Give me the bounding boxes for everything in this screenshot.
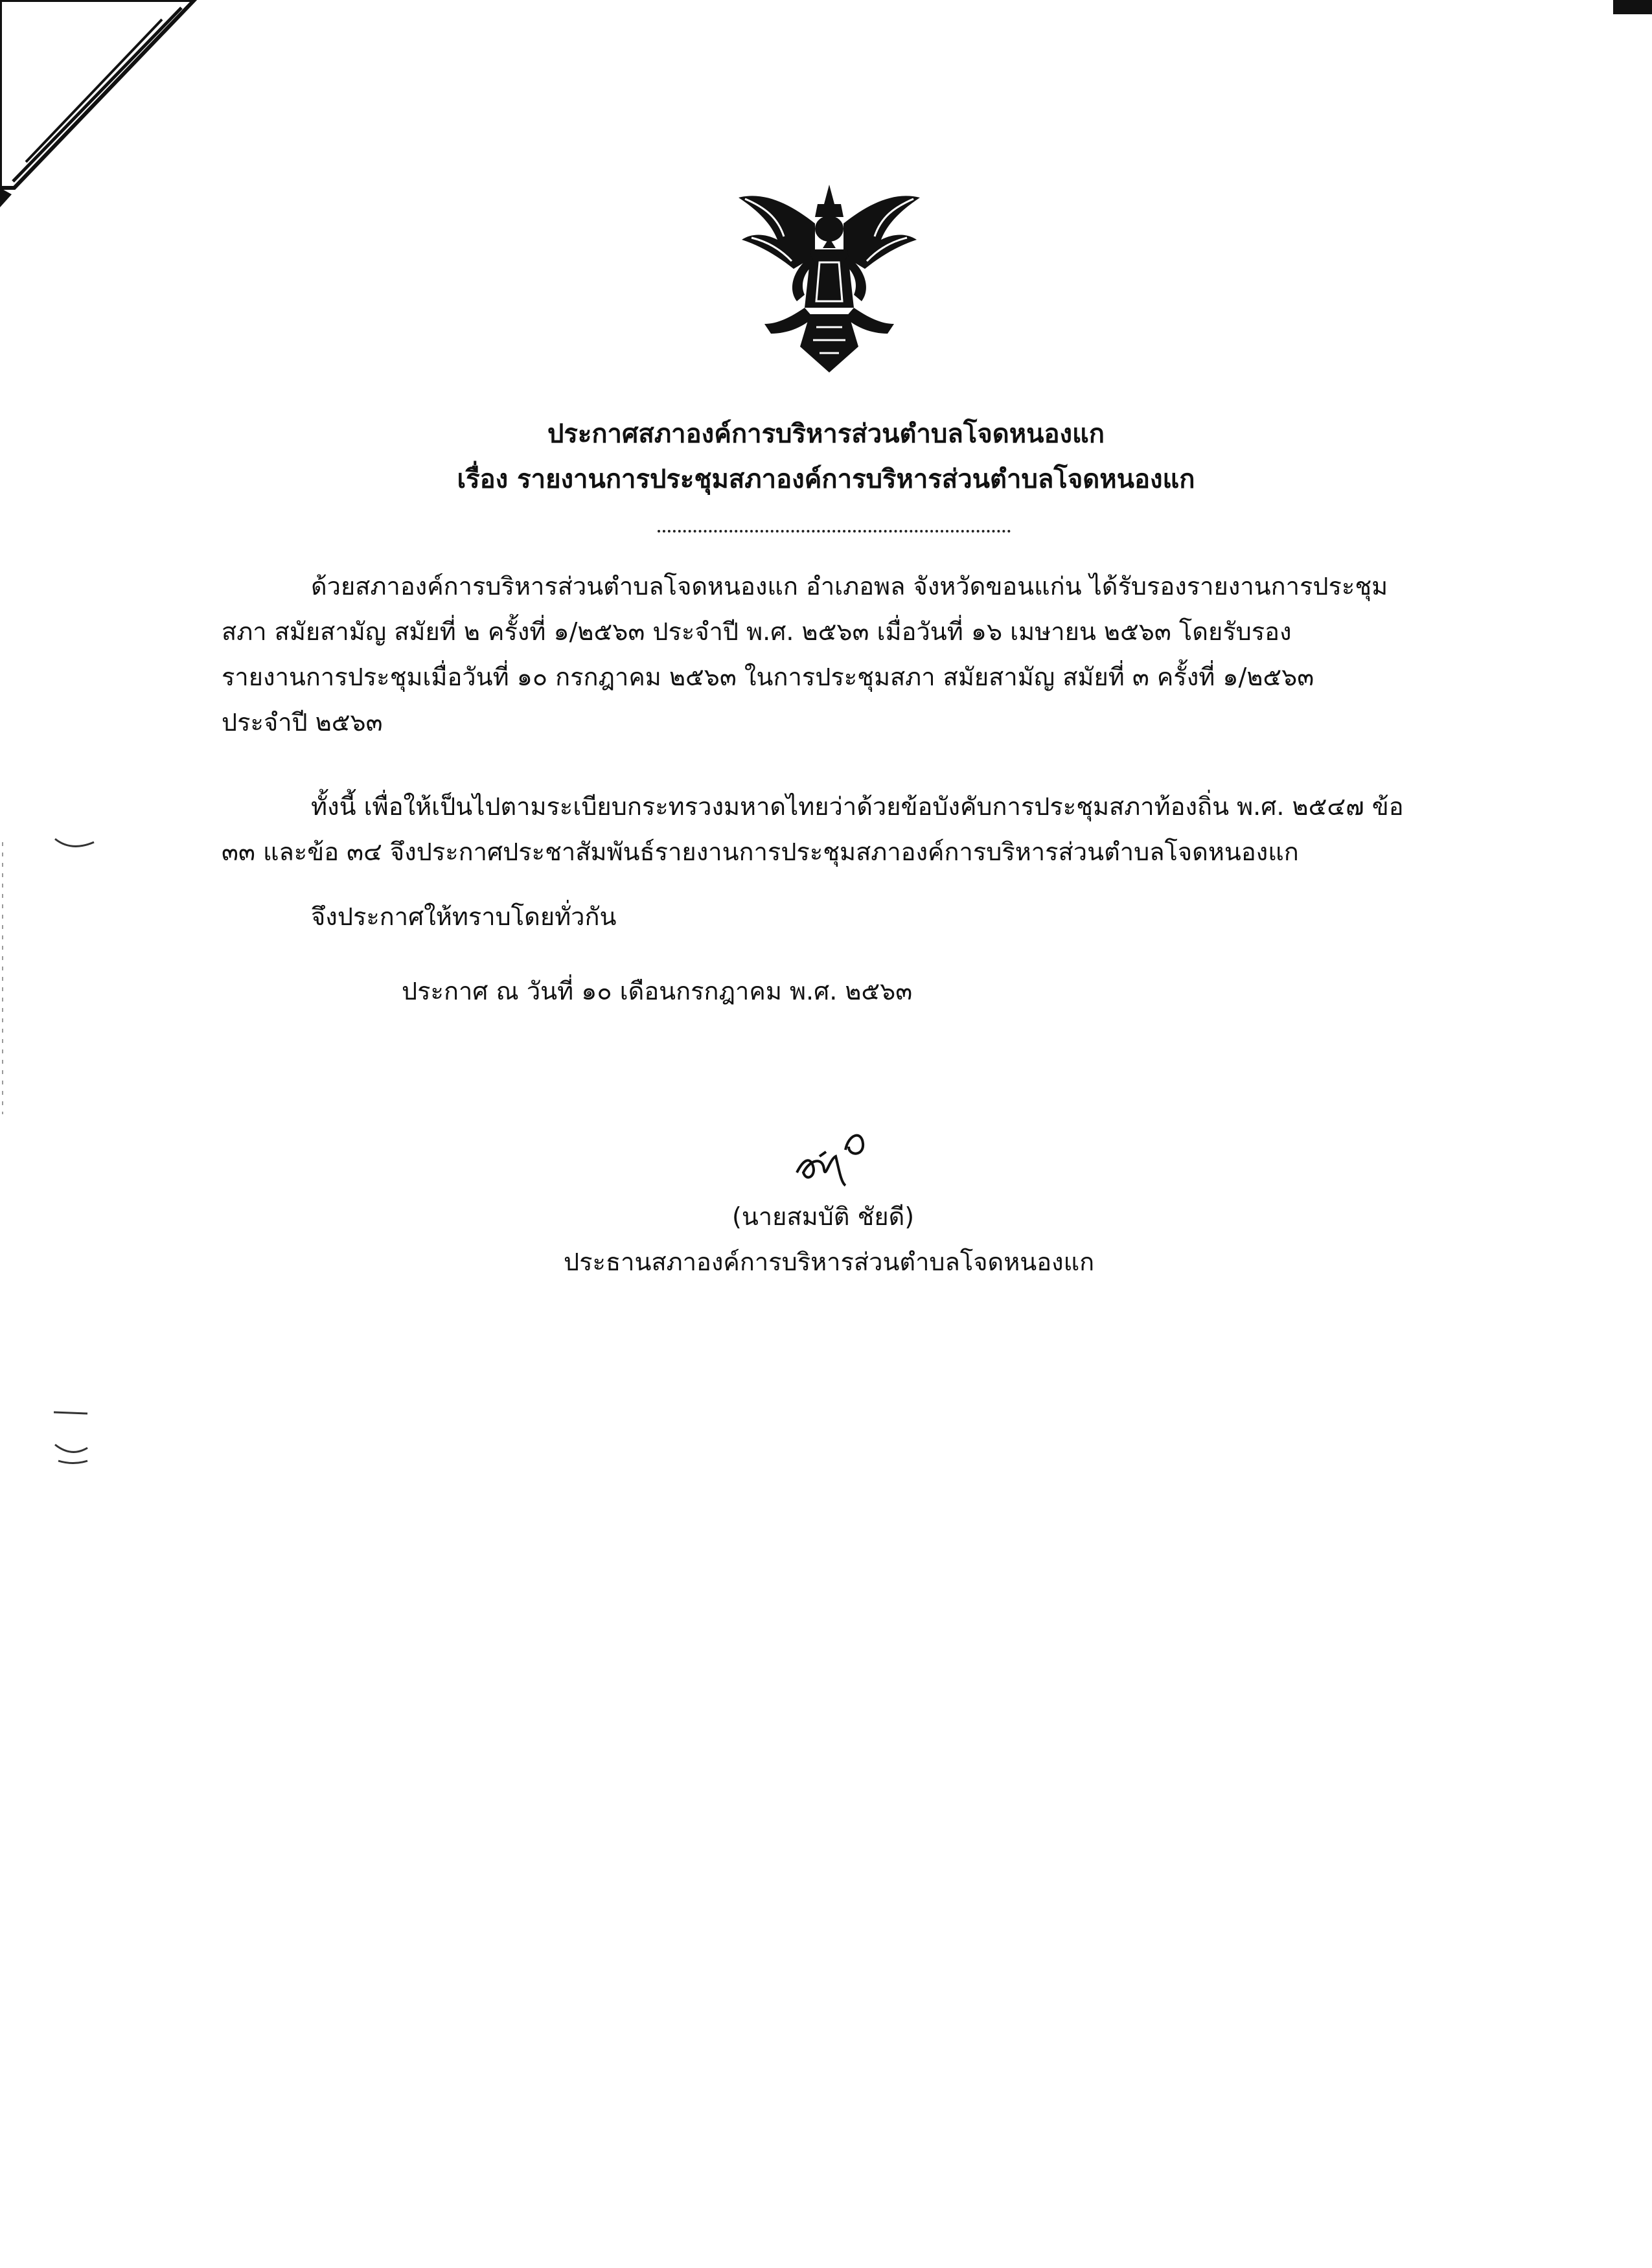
scan-edge-noise [0, 842, 8, 1114]
paragraph-line: ด้วยสภาองค์การบริหารส่วนตำบลโจดหนองแก อำเภอพล จังหวัดขอนแก่น ได้รับรองรายงานการประชุม [311, 572, 1388, 601]
announcement-subject: เรื่อง รายงานการประชุมสภาองค์การบริหารส่วนตำบลโจดหนองแก [457, 464, 1195, 494]
signatory-name: (นายสมบัติ ชัยดี) [732, 1202, 915, 1231]
stray-mark [52, 832, 97, 858]
garuda-emblem-icon [732, 178, 926, 379]
announcement-title: ประกาศสภาองค์การบริหารส่วนตำบลโจดหนองแก [547, 419, 1105, 449]
paragraph-line: รายงานการประชุมเมื่อวันที่ ๑๐ กรกฎาคม ๒๕๖๓ ในการประชุมสภา สมัยสามัญ สมัยที่ ๓ ครั้งที่ ๑/๒๕๖๓ [222, 663, 1314, 691]
scan-edge-mark [1613, 0, 1652, 14]
corner-fold-mark [0, 0, 207, 207]
paragraph-line: ทั้งนี้ เพื่อให้เป็นไปตามระเบียบกระทรวงมหาดไทยว่าด้วยข้อบังคับการประชุมสภาท้องถิ่น พ.ศ. ๒๕๔๗ ข้อ [311, 792, 1404, 821]
closing-line: จึงประกาศให้ทราบโดยทั่วกัน [311, 902, 617, 931]
stray-mark [49, 1406, 94, 1471]
signatory-position: ประธานสภาองค์การบริหารส่วนตำบลโจดหนองแก [564, 1248, 1095, 1276]
paragraph-line: ๓๓ และข้อ ๓๔ จึงประกาศประชาสัมพันธ์รายงานการประชุมสภาองค์การบริหารส่วนตำบลโจดหนองแก [222, 838, 1299, 866]
paragraph-line: ประจำปี ๒๕๖๓ [222, 708, 383, 737]
dotted-divider [658, 530, 1011, 533]
date-line: ประกาศ ณ วันที่ ๑๐ เดือนกรกฎาคม พ.ศ. ๒๕๖๓ [402, 977, 913, 1005]
handwritten-signature [784, 1121, 881, 1192]
paragraph-line: สภา สมัยสามัญ สมัยที่ ๒ ครั้งที่ ๑/๒๕๖๓ ประจำปี พ.ศ. ๒๕๖๓ เมื่อวันที่ ๑๖ เมษายน ๒๕๖๓ โดยรับรอง [222, 617, 1292, 646]
